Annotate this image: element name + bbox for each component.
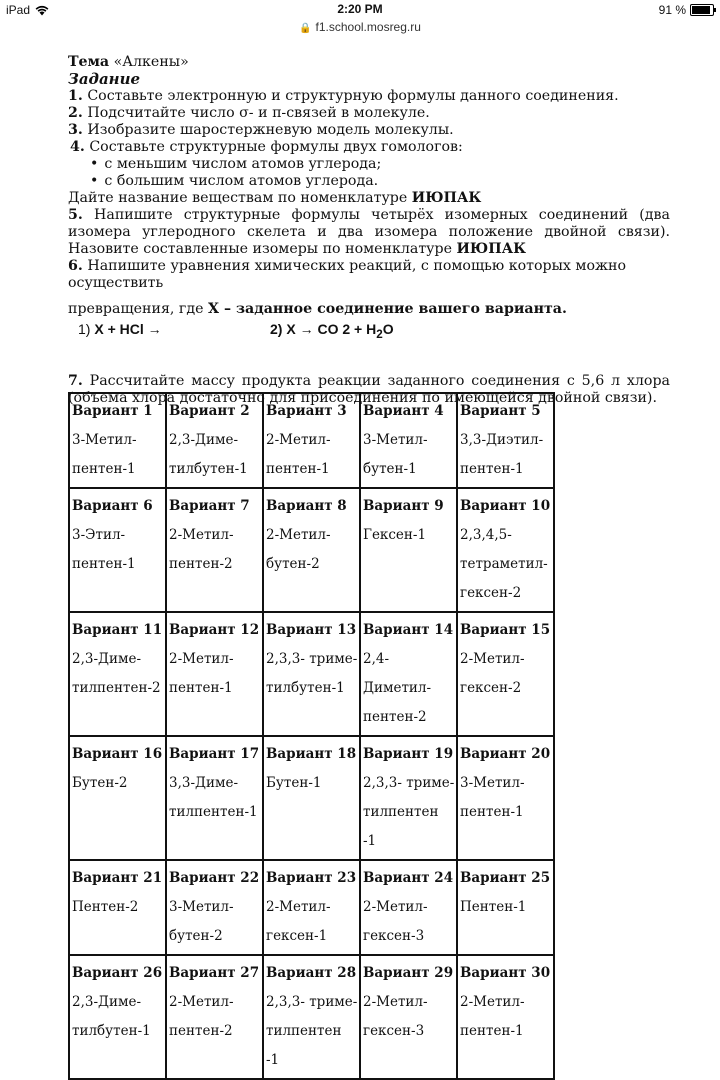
variant-compound-line: тилпентен -1 (363, 804, 439, 849)
variant-compound-line: бутен-1 (363, 461, 417, 477)
variant-cell (457, 955, 554, 1079)
variant-heading: Вариант 5 (460, 403, 541, 419)
variant-compound-line: 2,3-Диме- (72, 994, 142, 1010)
variant-cell (69, 860, 166, 955)
variant-heading: Вариант 14 (363, 622, 454, 638)
item-text: Подсчитайте число σ- и π-связей в молекуле. (82, 105, 430, 121)
item6-bold: Х – заданное соединение вашего варианта. (208, 301, 567, 317)
variant-compound-line: тилпентен-1 (169, 804, 258, 820)
variant-compound-line: пентен-1 (169, 680, 233, 696)
reaction-1-formula: X + HCl → (94, 321, 162, 337)
lock-icon: 🔒 (299, 23, 312, 34)
naming-bold: ИЮПАК (411, 190, 482, 206)
variant-compound-line: Гексен-1 (363, 527, 427, 543)
variant-compound-line: 2,3,3- триме- (266, 994, 358, 1010)
task-item-6 (68, 258, 670, 292)
variant-heading: Вариант 29 (363, 965, 454, 981)
variant-cell (166, 393, 263, 488)
variant-compound-line: 2-Метил- (169, 527, 234, 543)
naming-line (68, 190, 670, 207)
variant-compound-line: 2-Метил- (266, 527, 331, 543)
variant-compound-line: 2-Метил- (169, 994, 234, 1010)
item-text: Рассчитайте массу продукта реакции заданного соединения с 5,6 л хлора (объема хлора достаточно для присоединения по имеющейся двойной связи). (68, 372, 670, 406)
task-item-2 (68, 105, 670, 122)
reaction-2-subscript: 2 (376, 327, 383, 341)
variant-cell (360, 612, 457, 736)
variant-compound-line: тилбутен-1 (72, 1023, 151, 1039)
variant-compound-line: Пентен-1 (460, 899, 527, 915)
variant-heading: Вариант 3 (266, 403, 347, 419)
item5-bold: ИЮПАК (456, 241, 527, 257)
variant-cell (457, 736, 554, 860)
variant-compound-line: бутен-2 (169, 928, 223, 944)
bullet-item: • с меньшим числом атомов углерода; (68, 156, 670, 173)
variant-cell (360, 736, 457, 860)
item-number: 4. (70, 139, 85, 155)
variant-compound-line: Бутен-2 (72, 775, 128, 791)
variant-heading: Вариант 4 (363, 403, 444, 419)
variant-compound-line: 2,4-Диметил- (363, 651, 432, 696)
task-item-3 (68, 122, 670, 139)
variant-compound-line: гексен-3 (363, 928, 425, 944)
variant-cell (360, 488, 457, 612)
variant-cell (457, 488, 554, 612)
variant-cell (263, 612, 360, 736)
variant-heading: Вариант 28 (266, 965, 357, 981)
variant-cell (166, 736, 263, 860)
variant-heading: Вариант 2 (169, 403, 250, 419)
task-item-5 (68, 207, 670, 258)
variant-cell (69, 488, 166, 612)
variant-compound-line: пентен-2 (363, 709, 427, 725)
variant-compound-line: пентен-1 (72, 461, 136, 477)
variant-heading: Вариант 15 (460, 622, 551, 638)
item-text: Напишите уравнения химических реакций, с помощью которых можно осуществить (68, 258, 627, 291)
reaction-2-end: O (382, 321, 394, 337)
variant-cell (263, 955, 360, 1079)
variant-compound-line: пентен-1 (460, 1023, 524, 1039)
address-bar[interactable] (0, 20, 720, 38)
variant-cell (263, 736, 360, 860)
variant-compound-line: Бутен-1 (266, 775, 322, 791)
item-text: Напишите структурные формулы четырёх изомерных соединений (два изомера углеродного скелета и два изомера положение двойной связи). Назовите составленные изомеры по номенклатуре (68, 207, 670, 257)
variants-table (68, 392, 555, 1080)
variant-compound-line: тилбутен-1 (266, 680, 345, 696)
document-body (68, 54, 670, 407)
item-number: 6. (68, 258, 83, 274)
variant-cell (69, 955, 166, 1079)
table-row (69, 612, 554, 736)
task-item-6-cont (68, 301, 670, 318)
variant-heading: Вариант 12 (169, 622, 260, 638)
variant-compound-line: 2-Метил- (266, 432, 331, 448)
variant-compound-line: пентен-2 (169, 556, 233, 572)
variant-cell (360, 955, 457, 1079)
url-text: f1.school.mosreg.ru (315, 20, 421, 34)
variant-compound-line: бутен-2 (266, 556, 320, 572)
table-row (69, 860, 554, 955)
variant-compound-line: тетраметил- (460, 556, 548, 572)
variant-compound-line: пентен-1 (266, 461, 330, 477)
table-row (69, 955, 554, 1079)
clock: 2:20 PM (337, 2, 383, 16)
variant-heading: Вариант 26 (72, 965, 163, 981)
variant-cell (166, 488, 263, 612)
item-number: 2. (68, 105, 83, 121)
variant-compound-line: Пентен-2 (72, 899, 139, 915)
variant-heading: Вариант 22 (169, 870, 260, 886)
variant-cell (69, 393, 166, 488)
variant-heading: Вариант 6 (72, 498, 153, 514)
reaction-2 (270, 321, 394, 343)
variant-compound-line: 2,3,3- триме- (363, 775, 455, 791)
variant-compound-line: 2-Метил- (363, 994, 428, 1010)
reaction-1 (68, 321, 270, 343)
task-item-1 (68, 88, 670, 105)
variant-cell (263, 488, 360, 612)
variant-compound-line: 3-Метил- (460, 775, 525, 791)
battery-icon (690, 4, 714, 16)
status-right (659, 3, 714, 17)
variant-heading: Вариант 18 (266, 746, 357, 762)
variant-compound-line: гексен-2 (460, 585, 522, 601)
variant-compound-line: 2-Метил- (266, 899, 331, 915)
variant-compound-line: 3,3-Диме- (169, 775, 239, 791)
item-number: 5. (68, 207, 83, 223)
variant-heading: Вариант 20 (460, 746, 551, 762)
variant-heading: Вариант 11 (72, 622, 163, 638)
variant-cell (263, 860, 360, 955)
variant-compound-line: 2,3,3- триме- (266, 651, 358, 667)
variant-compound-line: пентен-1 (72, 556, 136, 572)
reactions-line (68, 321, 670, 343)
variant-cell (360, 393, 457, 488)
item-number: 7. (68, 372, 83, 389)
task-title: Задание (68, 70, 141, 88)
item-number: 1. (68, 88, 83, 104)
variant-heading: Вариант 25 (460, 870, 551, 886)
variant-cell (166, 612, 263, 736)
naming-text: Дайте название веществам по номенклатуре (68, 190, 412, 206)
status-bar (0, 0, 720, 20)
item-number: 3. (68, 122, 83, 138)
variant-compound-line: гексен-1 (266, 928, 328, 944)
variant-compound-line: 2-Метил- (363, 899, 428, 915)
variant-compound-line: пентен-1 (460, 461, 524, 477)
variant-compound-line: пентен-2 (169, 1023, 233, 1039)
variant-compound-line: 3,3-Диэтил- (460, 432, 544, 448)
variant-heading: Вариант 19 (363, 746, 454, 762)
bullet-item: • с большим числом атомов углерода. (68, 173, 670, 190)
variant-compound-line: 2,3-Диме- (72, 651, 142, 667)
variant-heading: Вариант 17 (169, 746, 260, 762)
variant-compound-line: 2,3,4,5- (460, 527, 512, 543)
topic-label: Тема (68, 54, 110, 70)
variant-compound-line: 3-Этил- (72, 527, 126, 543)
variant-heading: Вариант 1 (72, 403, 153, 419)
variant-compound-line: тилпентен -1 (266, 1023, 342, 1068)
variant-heading: Вариант 30 (460, 965, 551, 981)
variant-compound-line: 2-Метил- (169, 651, 234, 667)
variant-compound-line: гексен-3 (363, 1023, 425, 1039)
variant-compound-line: 2-Метил- (460, 994, 525, 1010)
variant-cell (360, 860, 457, 955)
variant-cell (263, 393, 360, 488)
item6-text2: превращения, где (68, 301, 209, 317)
reaction-1-prefix: 1) (78, 321, 95, 337)
variant-compound-line: тилбутен-1 (169, 461, 248, 477)
variant-heading: Вариант 9 (363, 498, 444, 514)
variant-compound-line: 3-Метил- (363, 432, 428, 448)
variant-cell (69, 612, 166, 736)
task-item-4 (68, 139, 670, 156)
item-text: Составьте структурные формулы двух гомологов: (84, 139, 463, 155)
variant-cell (457, 860, 554, 955)
variant-heading: Вариант 24 (363, 870, 454, 886)
variant-heading: Вариант 8 (266, 498, 347, 514)
variant-heading: Вариант 21 (72, 870, 163, 886)
variant-compound-line: 2-Метил- (460, 651, 525, 667)
variant-cell (457, 612, 554, 736)
variant-cell (69, 736, 166, 860)
variant-compound-line: 3-Метил- (169, 899, 234, 915)
variant-heading: Вариант 10 (460, 498, 551, 514)
reaction-2-formula: 2) X → CO 2 + H (270, 321, 377, 337)
table-row (69, 393, 554, 488)
variant-cell (166, 860, 263, 955)
variant-compound-line: 2,3-Диме- (169, 432, 239, 448)
table-row (69, 736, 554, 860)
topic-value: «Алкены» (109, 54, 189, 70)
variant-compound-line: тилпентен-2 (72, 680, 161, 696)
item-text: Изобразите шаростержневую модель молекулы. (82, 122, 454, 138)
variant-heading: Вариант 13 (266, 622, 357, 638)
variant-heading: Вариант 23 (266, 870, 357, 886)
topic-line (68, 54, 670, 71)
variant-heading: Вариант 27 (169, 965, 260, 981)
variant-cell (166, 955, 263, 1079)
variant-heading: Вариант 7 (169, 498, 250, 514)
table-row (69, 488, 554, 612)
variant-cell (457, 393, 554, 488)
variant-compound-line: 3-Метил- (72, 432, 137, 448)
device-label: iPad (6, 3, 31, 17)
battery-percent: 91 % (658, 3, 686, 17)
variant-compound-line: пентен-1 (460, 804, 524, 820)
variant-compound-line: гексен-2 (460, 680, 522, 696)
item-text: Составьте электронную и структурную формулы данного соединения. (82, 88, 619, 104)
variant-heading: Вариант 16 (72, 746, 163, 762)
